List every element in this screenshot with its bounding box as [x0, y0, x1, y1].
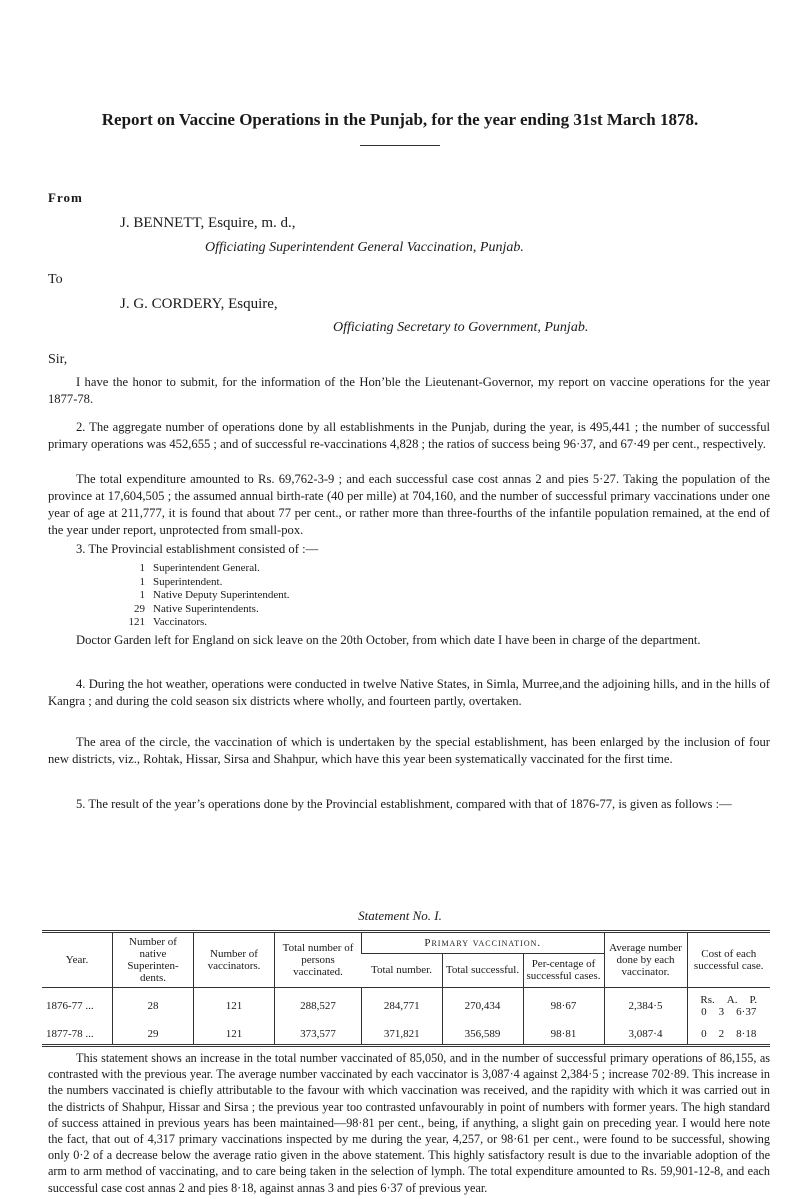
col-year: Year. [42, 932, 113, 988]
paragraph-3-text: 3. The Provincial establishment consisted of :— [76, 542, 319, 556]
paragraph-4a-text: 4. During the hot weather, operations were conducted in twelve Native States, in Simla, Murree,and the adjoining hills, and in the hills of Kangra ; and during the cold season six districts where wholly, and fourteen partly, overtaken. [48, 677, 770, 708]
paragraph-6 [48, 1050, 770, 1196]
col-average: Average number done by each vaccinator. [604, 932, 687, 988]
list-item: 1 Superintendent General. [139, 562, 260, 574]
title-divider [360, 145, 440, 146]
cost-units: Rs. A. P. [700, 994, 758, 1006]
paragraph-1 [48, 374, 770, 408]
sender-title: Officiating Superintendent General Vaccination, Punjab. [205, 240, 524, 255]
paragraph-3 [48, 541, 770, 558]
from-label: From [48, 190, 83, 205]
paragraph-5 [48, 796, 770, 813]
table-row: 1876-77 ... 28 121 288,527 284,771 270,434 98·67 2,384·5 Rs. A. P. 0 3 6·37 [42, 988, 770, 1023]
establishment-list [123, 562, 290, 630]
paragraph-6-text: This statement shows an increase in the total number vaccinated of 85,050, and in the number of successful primary operations of 86,155, as contrasted with the previous year. The average number vaccinated by each vaccinator is 3,087·4 against 2,384·5 ; increase 702·89. This increase in the numbers vaccinated is chiefly attributable to the favour with which vaccination was received, and the rapidity with which it was carried out in the districts of Shahpur, Hissar and Sirsa ; the previous year too contrasted unfavourably in point of numbers with former years. The high standard of success attained in previous years has been maintained—98·81 per cent., being, if anything, a slight gain on preceding year. I would here note the fact, that out of 4,317 primary vaccinations inspected by me during the year, 4,257, or 98·61 per cent., were found to be successful, showing only 0·2 of a decrease below the average ratio given in the above statement. This highly satisfactory result is due to the invariable adoption of the arm to arm method of vaccinating, and to care being taken in the selection of lymph. The total expenditure amounted to Rs. 59,901-12-8, and each successful case cost annas 2 and pies 8·18, against annas 3 and pies 6·37 of previous year. [48, 1051, 770, 1195]
col-total-successful: Total successful. [442, 953, 523, 987]
to-label: To [48, 272, 63, 287]
report-title: Report on Vaccine Operations in the Punjab, for the year ending 31st March 1878. [101, 110, 699, 129]
paragraph-5-text: 5. The result of the year’s operations done by the Provincial establishment, compared with that of 1876-77, is given as follows :— [76, 797, 732, 811]
paragraph-2a-text: 2. The aggregate number of operations done by all establishments in the Punjab, during the year, is 495,441 ; the number of successful primary operations was 452,655 ; and of successful re-vaccinations 4,828 ; the ratios of success being 96·37, and 67·49 per cent., respectively. [48, 420, 770, 451]
col-total-vaccinated: Total number of persons vaccinated. [275, 932, 362, 988]
paragraph-4b [48, 734, 770, 768]
recipient-title: Officiating Secretary to Government, Punjab. [333, 320, 589, 335]
table-row: 1877-78 ... 29 121 373,577 371,821 356,589 98·81 3,087·4 0 2 8·18 [42, 1022, 770, 1046]
statement-caption: Statement No. I. [358, 908, 442, 923]
cost-cell: 0 2 8·18 [687, 1022, 770, 1046]
col-superintendents: Number of native Superinten-dents. [113, 932, 194, 988]
paragraph-1-text: I have the honor to submit, for the information of the Hon’ble the Lieutenant-Governor, my report on vaccine operations for the year 1877-78. [48, 375, 770, 406]
list-item: 29 Native Superintendents. [134, 602, 259, 615]
paragraph-2b-text: The total expenditure amounted to Rs. 69,762-3-9 ; and each successful case cost annas 2 and pies 5·27. Taking the population of the province at 17,604,505 ; the assumed annual birth-rate (40 per mille) at 704,160, and the number of successful primary vaccinations under one year of age at 211,777, it is found that about 77 per cent., or rather more than three-fourths of the infantile population remained, at the end of the year under report, unprotected from small-pox. [48, 472, 770, 537]
col-primary-group: Primary vaccination. [362, 932, 605, 954]
paragraph-2 [48, 419, 770, 453]
list-item: 121 Vaccinators. [128, 616, 208, 628]
col-vaccinators: Number of vaccinators. [194, 932, 275, 988]
salutation: Sir, [48, 352, 68, 367]
list-item: 1 Native Deputy Superintendent. [139, 589, 290, 601]
recipient-name: J. G. CORDERY, Esquire, [120, 296, 278, 312]
paragraph-4 [48, 676, 770, 710]
sender-name: J. BENNETT, Esquire, m. d., [120, 215, 296, 231]
paragraph-4b-text: The area of the circle, the vaccination of which is undertaken by the special establishment, has been enlarged by the inclusion of four new districts, viz., Rohtak, Hissar, Sirsa and Shahpur, which have this year been systematically vaccinated for the first time. [48, 735, 770, 766]
col-cost: Cost of each successful case. [687, 932, 770, 988]
cost-cell: Rs. A. P. 0 3 6·37 [687, 988, 770, 1023]
col-percentage: Per-centage of successful cases. [523, 953, 604, 987]
statement-table [42, 930, 770, 1047]
paragraph-3b-text: Doctor Garden left for England on sick leave on the 20th October, from which date I have been in charge of the department. [76, 633, 701, 647]
paragraph-2b [48, 471, 770, 539]
col-total-number: Total number. [362, 953, 443, 987]
list-item: 1 Superintendent. [139, 575, 223, 588]
paragraph-3b [48, 632, 770, 649]
